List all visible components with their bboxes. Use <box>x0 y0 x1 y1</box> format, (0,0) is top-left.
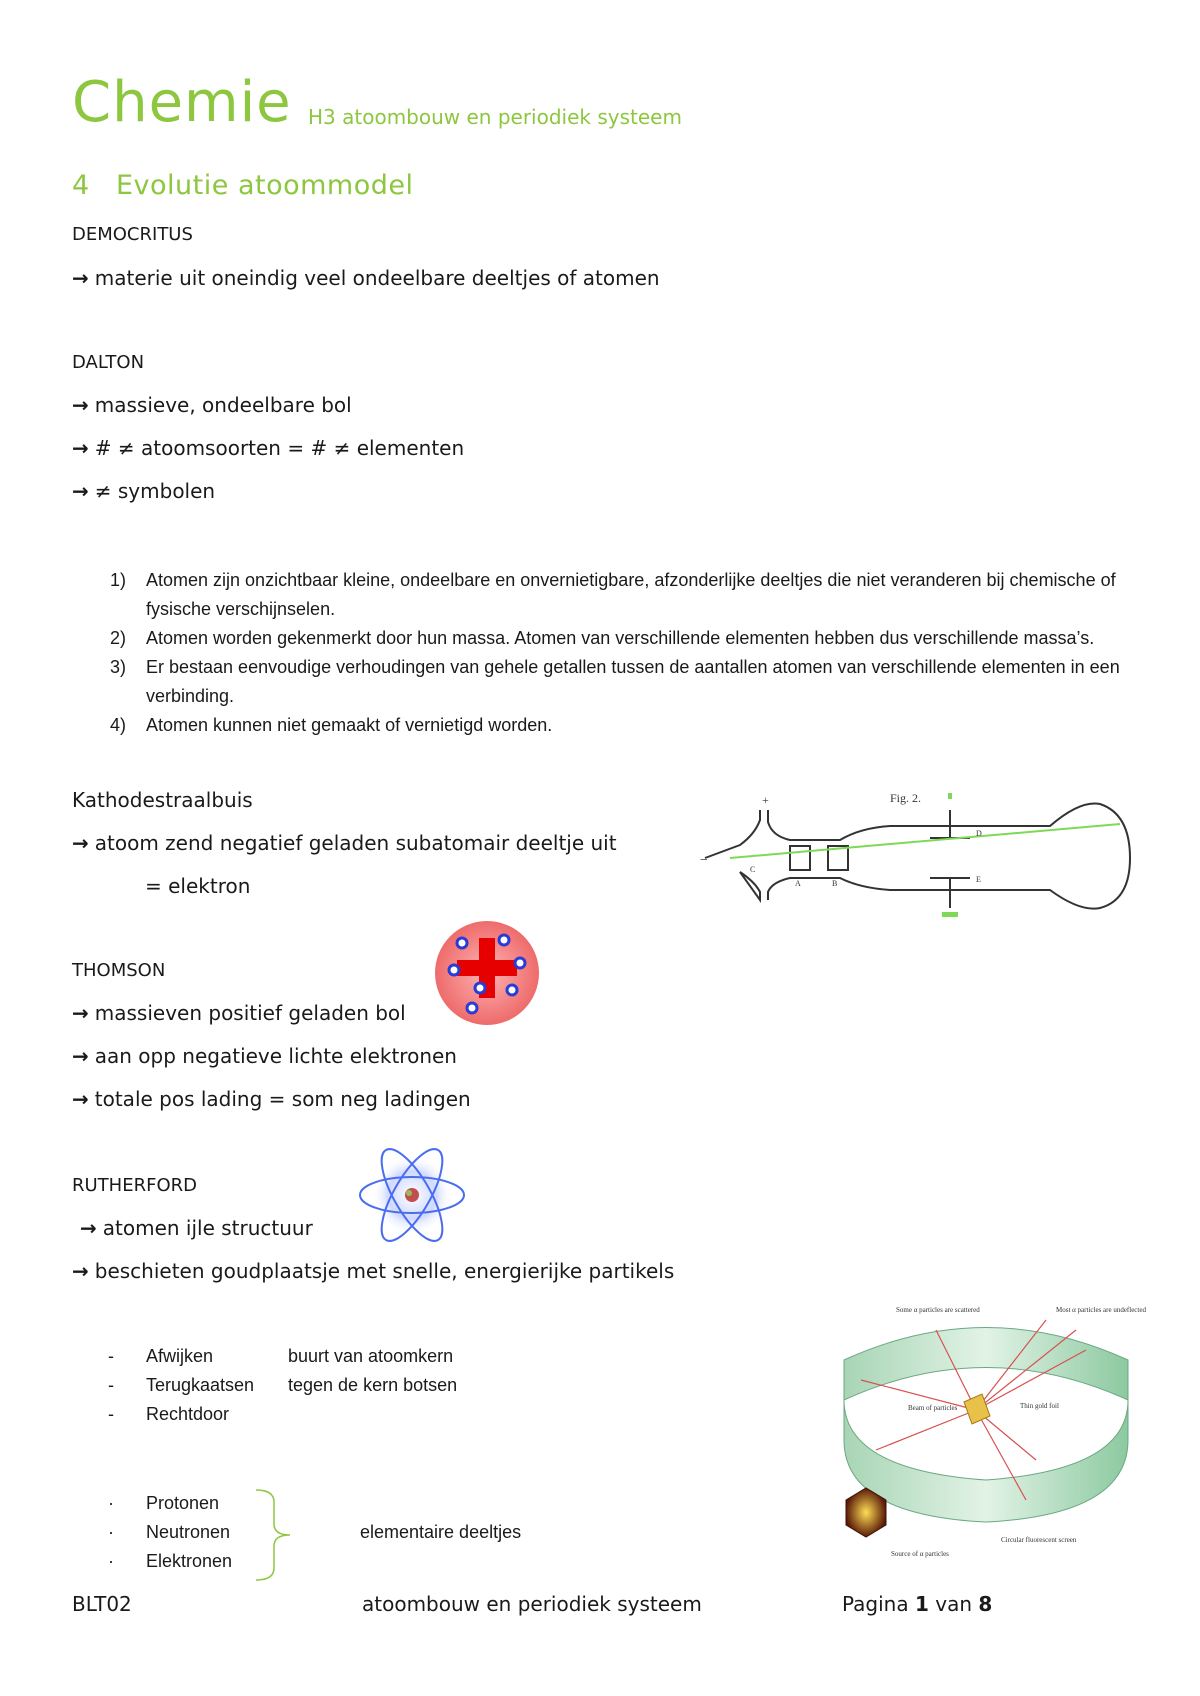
gold-label-screen: Circular fluorescent screen <box>1001 1536 1077 1544</box>
dalton-postulates <box>110 566 1130 740</box>
section-number: 4 <box>72 170 90 201</box>
arrow-icon: → <box>72 393 89 417</box>
arrow-icon: → <box>72 831 89 855</box>
gold-label-source: Source of α particles <box>891 1550 949 1558</box>
footer-chapter-title: atoombouw en periodiek systeem <box>362 1592 702 1616</box>
arrow-icon: → <box>80 1216 97 1240</box>
minus-sign: − <box>700 853 708 868</box>
svg-text:A: A <box>795 879 801 888</box>
thomson-line-1: → massieven positief geladen bol <box>72 1001 406 1025</box>
kathode-heading: Kathodestraalbuis <box>72 788 253 812</box>
list-item: 1) Atomen zijn onzichtbaar kleine, ondeelbare en onvernietigbare, afzonderlijke deeltjes die niet veranderen bij chemische of fysische verschijnselen. <box>110 570 1116 619</box>
dalton-line-1: → massieve, ondeelbare bol <box>72 393 352 417</box>
arrow-icon: → <box>72 1044 89 1068</box>
svg-text:C: C <box>750 865 756 874</box>
dalton-heading: DALTON <box>72 352 145 373</box>
svg-text:B: B <box>832 879 838 888</box>
page-title: Chemie <box>72 70 292 135</box>
plus-sign: + <box>762 793 769 807</box>
gold-label-scattered: Some α particles are scattered <box>896 1306 980 1314</box>
rutherford-atom-image <box>352 1140 472 1250</box>
deflection-item-2: - Terugkaatsen tegen de kern botsen <box>108 1375 458 1395</box>
arrow-icon: → <box>72 1087 89 1111</box>
particle-item-2: · Neutronen <box>108 1522 231 1542</box>
fig-label: Fig. 2. <box>890 791 922 805</box>
arrow-icon: → <box>72 1259 89 1283</box>
cathode-ray-tube-diagram <box>700 790 1130 930</box>
gold-label-undeflected: Most α particles are undeflected <box>1056 1306 1146 1314</box>
rutherford-heading: RUTHERFORD <box>72 1175 197 1196</box>
deflection-item-3: - Rechtdoor <box>108 1404 230 1424</box>
svg-text:E: E <box>976 875 981 884</box>
dalton-line-3: → ≠ symbolen <box>72 479 216 503</box>
particles-group-label: elementaire deeltjes <box>360 1522 522 1542</box>
svg-text:D: D <box>976 829 982 838</box>
curly-brace-icon <box>254 1488 294 1582</box>
democritus-line-1: → materie uit oneindig veel ondeelbare deeltjes of atomen <box>72 266 660 290</box>
section-title: Evolutie atoommodel <box>116 170 414 201</box>
deflection-item-1: - Afwijken buurt van atoomkern <box>108 1346 454 1366</box>
page-subtitle: H3 atoombouw en periodiek systeem <box>308 105 682 129</box>
democritus-heading: DEMOCRITUS <box>72 224 193 245</box>
arrow-icon: → <box>72 266 89 290</box>
thomson-line-2: → aan opp negatieve lichte elektronen <box>72 1044 457 1068</box>
dalton-line-2: → # ≠ atoomsoorten = # ≠ elementen <box>72 436 465 460</box>
rutherford-line-1: → atomen ijle structuur <box>80 1216 313 1240</box>
gold-label-beam: Beam of particles <box>908 1404 958 1412</box>
list-item: 3) Er bestaan eenvoudige verhoudingen van gehele getallen tussen de aantallen atomen van verschillende elementen in een verbinding. <box>110 657 1120 706</box>
footer-course-code: BLT02 <box>72 1592 132 1616</box>
footer-page-number: Pagina 1 van 8 <box>842 1592 993 1616</box>
kathode-result: = elektron <box>145 874 251 898</box>
gold-foil-experiment-diagram <box>836 1300 1146 1562</box>
list-item: 4) Atomen kunnen niet gemaakt of vernietigd worden. <box>110 715 553 735</box>
particle-item-1: · Protonen <box>108 1493 220 1513</box>
arrow-icon: → <box>72 1001 89 1025</box>
list-item: 2) Atomen worden gekenmerkt door hun massa. Atomen van verschillende elementen hebben dus verschillende massa’s. <box>110 628 1095 648</box>
rutherford-line-2: → beschieten goudplaatsje met snelle, energierijke partikels <box>72 1259 675 1283</box>
particle-item-3: · Elektronen <box>108 1551 233 1571</box>
thomson-line-3: → totale pos lading = som neg ladingen <box>72 1087 471 1111</box>
gold-label-foil: Thin gold foil <box>1020 1402 1059 1410</box>
thomson-model-image <box>432 918 542 1028</box>
section-heading <box>72 170 414 201</box>
arrow-icon: → <box>72 436 89 460</box>
arrow-icon: → <box>72 479 89 503</box>
thomson-heading: THOMSON <box>72 960 166 981</box>
kathode-line: → atoom zend negatief geladen subatomair deeltje uit <box>72 831 617 855</box>
